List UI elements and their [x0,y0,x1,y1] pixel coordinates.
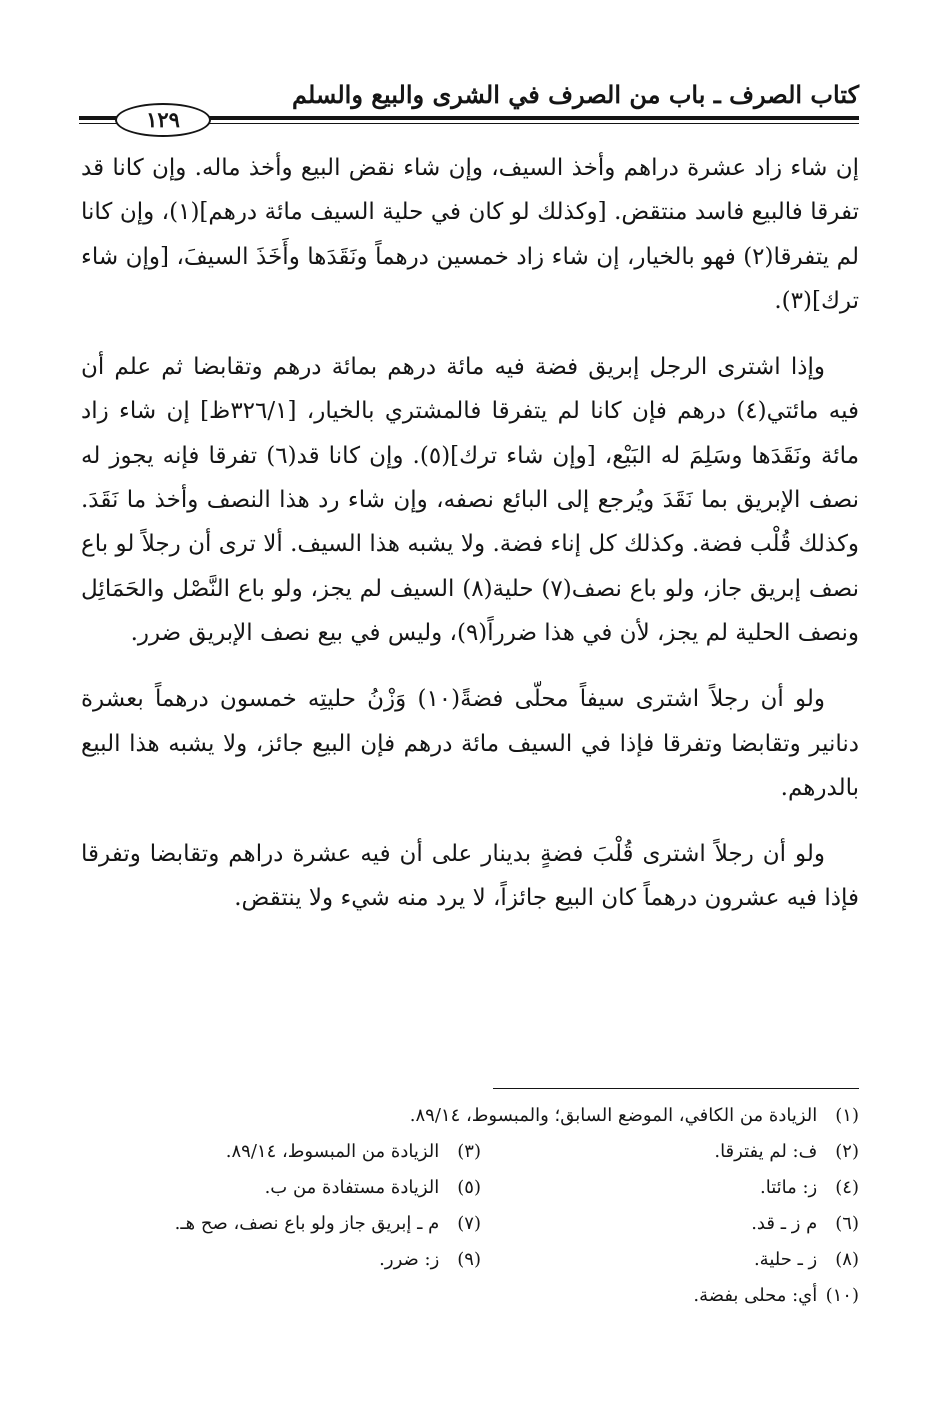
paragraph-2: وإذا اشترى الرجل إبريق فضة فيه مائة درهم بمائة درهم وتقابضا ثم علم أن فيه مائتي(٤) درهم فإن كانا لم يتفرقا فالمشتري بالخيار، [٣٢٦/١ظ] إن شاء زاد مائة ونَقَدَها وسَلِمَ له البَيْع، [وإن شاء ترك](٥). وإن كانا قد(٦) تفرقا فإنه يجوز له نصف الإبريق بما نَقَدَ ويُرجع إلى البائع نصفه، وإن شاء رد هذا النصف وأخذ ما نَقَدَ. وكذلك قُلْب فضة. وكذلك كل إناء فضة. ولا يشبه هذا السيف. ألا ترى أن رجلاً لو باع نصف إبريق جاز، ولو باع نصف(٧) حلية(٨) السيف لم يجز، ولو باع النَّصْل والحَمَائِل ونصف الحلية لم يجز، لأن في هذا ضرراً(٩)، وليس في بيع نصف الإبريق ضرر. [81,354,860,646]
footnote-text: م ز ـ قد. [751,1213,818,1234]
footnote-3 [81,1134,481,1170]
footnote-text: ز: ضرر. [379,1249,440,1270]
footnote-row [81,1278,859,1314]
footnote-number: (٤) [835,1177,859,1198]
paragraph-3: ولو أن رجلاً اشترى سيفاً محلّى فضةً(١٠) وَزْنُ حليتِه خمسون درهماً بعشرة دنانير وتقابضا وتفرقا فإذا في السيف مائة درهم فإن البيع جائز، ولا يشبه هذا البيع بالدرهم. [81,686,859,801]
running-title: كتاب الصرف ـ باب من الصرف في الشرى والبيع والسلم [292,80,859,109]
footnote-text: الزيادة مستفادة من ب. [264,1177,440,1198]
footnote-row [81,1170,859,1206]
footnote-row [81,1206,859,1242]
footnote-1 [410,1098,859,1134]
footnote-text: الزيادة من الكافي، الموضع السابق؛ والمبسوط، ٨٩/١٤. [409,1105,818,1126]
footnote-2 [481,1134,859,1170]
footnote-9 [81,1242,481,1278]
footnote-text: الزيادة من المبسوط، ٨٩/١٤. [225,1141,440,1162]
footnote-number: (٢) [835,1141,859,1162]
footnote-8 [481,1242,859,1278]
footnote-text: أي: محلى بفضة. [693,1285,818,1306]
footnote-7 [81,1206,481,1242]
footnote-4 [481,1170,859,1206]
footnote-row [81,1098,859,1134]
paragraph-1: إن شاء زاد عشرة دراهم وأخذ السيف، وإن شاء نقض البيع وأخذ ماله. وإن كانا قد تفرقا فالبيع فاسد منتقض. [وكذلك لو كان في حلية السيف مائة درهم](١)، وإن كانا لم يتفرقا(٢) فهو بالخيار، إن شاء زاد خمسين درهماً ونَقَدَها وأَخَذَ السيفَ، [وإن شاء ترك](٣). [81,155,859,314]
footnote-number: (٥) [457,1177,481,1198]
footnote-row [81,1134,859,1170]
footnote-text: ز: مائتا. [760,1177,818,1198]
paragraph-4: ولو أن رجلاً اشترى قُلْبَ فضةٍ بدينار على أن فيه عشرة دراهم وتقابضا وتفرقا فإذا فيه عشرون درهماً كان البيع جائزاً، لا يرد منه شيء ولا ينتقض. [81,841,859,912]
footnote-number: (٩) [457,1249,481,1270]
footnote-number: (٧) [457,1213,481,1234]
page-header [79,80,859,130]
footnote-text: ز ـ حلية. [753,1249,818,1270]
footnote-text: ف: لم يفترقا. [714,1141,818,1162]
footnote-row [81,1242,859,1278]
footnote-separator [493,1088,859,1089]
footnote-number: (١٠) [825,1285,859,1306]
footnote-10 [693,1278,859,1314]
footnotes [81,1098,859,1314]
footnote-5 [81,1170,481,1206]
page-number: ١٢٩ [115,103,211,137]
footnote-number: (١) [835,1105,859,1126]
main-text [81,146,859,921]
footnote-text: م ـ إبريق جاز ولو باع نصف، صح هـ. [174,1213,440,1234]
footnote-number: (٣) [457,1141,481,1162]
footnote-number: (٦) [835,1213,859,1234]
footnote-6 [481,1206,859,1242]
footnote-number: (٨) [835,1249,859,1270]
